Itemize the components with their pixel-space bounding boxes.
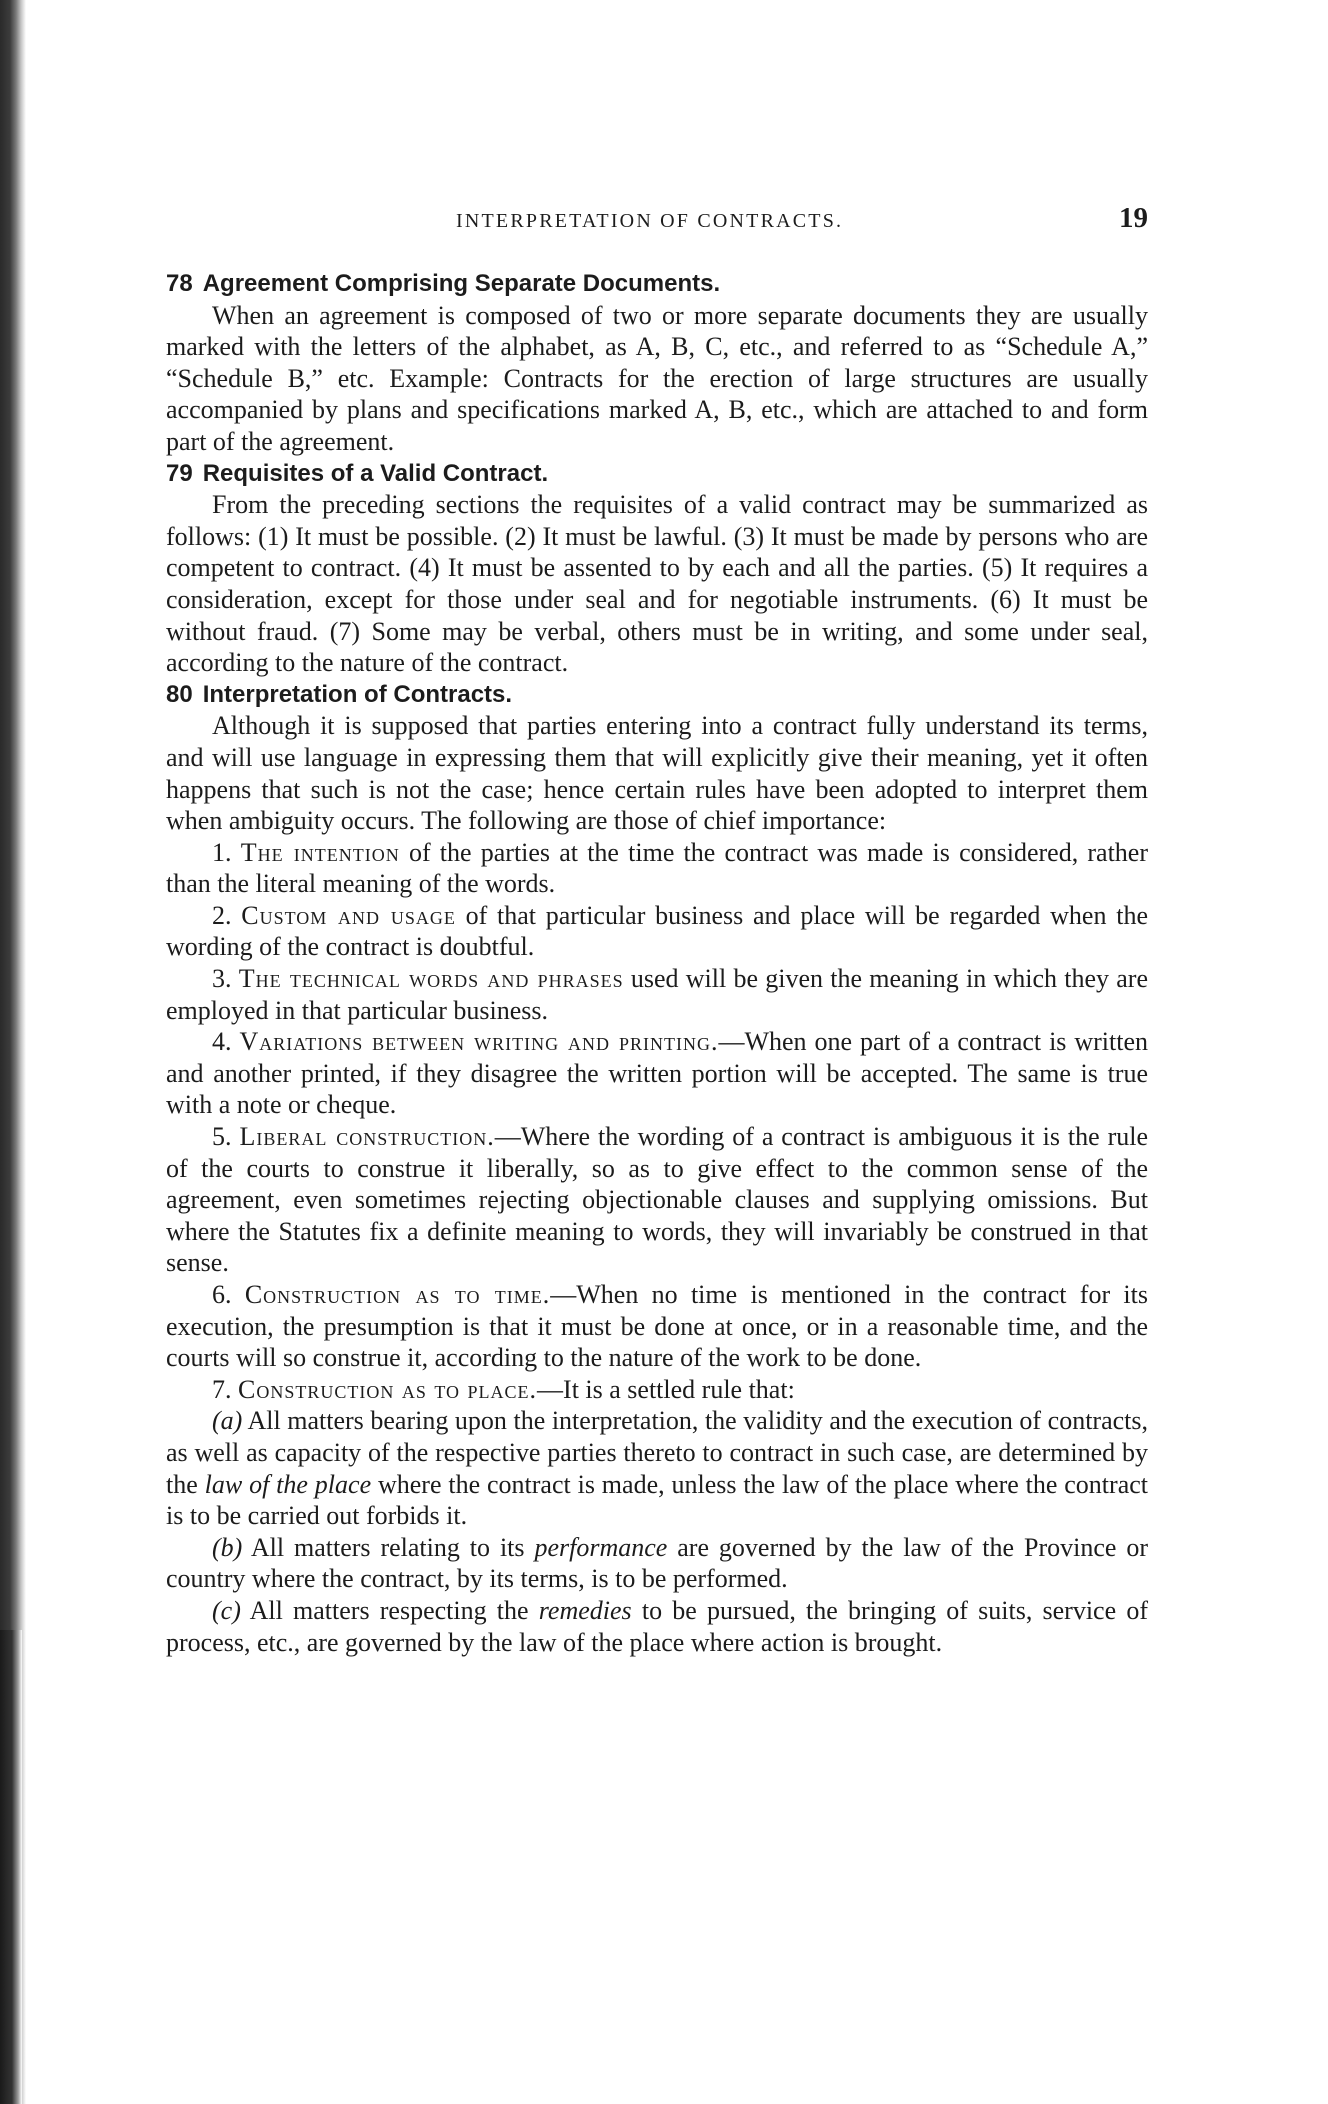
section-number: 78: [166, 270, 193, 297]
sub-item-b: [166, 1532, 1148, 1595]
rule-item: [166, 1121, 1148, 1279]
section-title: Interpretation of Contracts.: [202, 680, 513, 708]
sub-item-emphasis: law of the place: [204, 1469, 372, 1499]
rule-number: 4.: [212, 1027, 232, 1057]
rule-lead: Construction as to place.: [238, 1374, 538, 1404]
rule-text: of the parties at the time the contract was made is considered, rather than the literal meaning of the words.: [166, 837, 1149, 899]
section-79-heading: [166, 458, 1148, 490]
rule-lead: Liberal construction.: [239, 1122, 495, 1152]
section-80-intro: Although it is supposed that parties entering into a contract fully understand its terms, and will use language in expressing them that will explicitly give their meaning, yet it often happens that such is not the case; hence certain rules have been adopted to interpret them when ambiguity occurs. The following are those of chief importance:: [166, 711, 1148, 836]
sub-item-text: All matters relating to its: [242, 1532, 535, 1562]
sub-item-label: (b): [212, 1532, 243, 1562]
rule-item: [166, 963, 1148, 1026]
section-number: 79: [166, 459, 193, 487]
page-binding-shadow: [0, 1630, 22, 2104]
section-80-heading: [166, 679, 1148, 711]
section-title: Requisites of a Valid Contract.: [202, 459, 549, 487]
rule-lead: The intention: [240, 837, 400, 867]
sub-item-text: are governed by the law of the Province or country where the contract, by its terms, is to be performed.: [166, 1532, 1148, 1594]
sub-item-label: (c): [212, 1595, 241, 1625]
rule-item: [166, 837, 1148, 900]
rule-number: 3.: [212, 964, 232, 994]
rule-text: —It is a settled rule that:: [537, 1374, 795, 1404]
sub-item-a: [166, 1405, 1148, 1531]
section-78-heading: [166, 268, 1148, 300]
rule-text: —When no time is mentioned in the contract for its execution, the presumption is that it must be done at once, or in a reasonable time, and the courts will so construe it, according to the nature of the work to be done.: [166, 1280, 1148, 1373]
running-title: INTERPRETATION OF CONTRACTS.: [456, 210, 844, 232]
sub-item-emphasis: remedies: [538, 1595, 632, 1625]
rule-item: [166, 900, 1148, 963]
rule-lead: Construction as to time.: [244, 1280, 551, 1309]
page-body: [166, 268, 1148, 1658]
rule-text: —When one part of a contract is written and another printed, if they disagree the written portion will be accepted. The same is true with a note or cheque.: [166, 1027, 1149, 1120]
sub-item-label: (a): [212, 1406, 243, 1436]
section-79-paragraph: From the preceding sections the requisites of a valid contract may be summarized as follows: (1) It must be possible. (2) It must be lawful. (3) It must be made by persons who are competent to contract. (4) It must be assented to by each and all the parties. (5) It requires a consideration, except for those under seal and for negotiable instruments. (6) It must be without fraud. (7) Some may be verbal, others must be in writing, and some under seal, according to the nature of the contract.: [166, 490, 1148, 678]
page-number: 19: [1119, 202, 1148, 234]
rule-item: [166, 1026, 1148, 1121]
sub-item-c: [166, 1595, 1148, 1658]
rule-item: [166, 1374, 1148, 1406]
rule-lead: Variations between writing and printing.: [239, 1027, 719, 1057]
rule-lead: Custom and usage: [241, 900, 456, 930]
rule-text: used will be given the meaning in which they are employed in that particular business.: [166, 964, 1149, 1025]
rule-number: 7.: [212, 1374, 232, 1404]
section-number: 80: [166, 680, 193, 708]
sub-item-text: All matters respecting the: [240, 1595, 539, 1625]
sub-item-text: All matters bearing upon the interpretation, the validity and the execution of contracts, as well as capacity of the respective parties thereto to contract in such case, are determined by the: [166, 1406, 1148, 1499]
page-header: [166, 200, 1148, 240]
sub-item-text: where the contract is made, unless the law of the place where the contract is to be carried out forbids it.: [166, 1469, 1148, 1531]
rule-number: 1.: [212, 837, 232, 867]
sub-item-text: to be pursued, the bringing of suits, service of process, etc., are governed by the law of the place where action is brought.: [166, 1595, 1148, 1657]
rule-text: of that particular business and place will be regarded when the wording of the contract is doubtful.: [166, 900, 1148, 962]
sub-item-emphasis: performance: [534, 1532, 668, 1562]
rule-item: [166, 1279, 1148, 1374]
rule-number: 6.: [212, 1280, 232, 1309]
section-78-paragraph: When an agreement is composed of two or more separate documents they are usually marked with the letters of the alphabet, as A, B, C, etc., and referred to as “Schedule A,” “Schedule B,” etc. Example: Contracts for the erection of large structures are usually accompanied by plans and specifications marked A, B, etc., which are attached to and form part of the agreement.: [166, 300, 1148, 456]
rule-lead: The technical words and phrases: [238, 964, 624, 994]
section-title: Agreement Comprising Separate Documents.: [202, 270, 721, 297]
rule-number: 5.: [212, 1122, 232, 1152]
rule-text: —Where the wording of a contract is ambiguous it is the rule of the courts to construe it liberally, so as to give effect to the common sense of the agreement, even sometimes rejecting objectionable clauses and supplying omissions. But where the Statutes fix a definite meaning to words, they will invariably be construed in that sense.: [166, 1122, 1149, 1278]
rule-number: 2.: [212, 900, 232, 930]
